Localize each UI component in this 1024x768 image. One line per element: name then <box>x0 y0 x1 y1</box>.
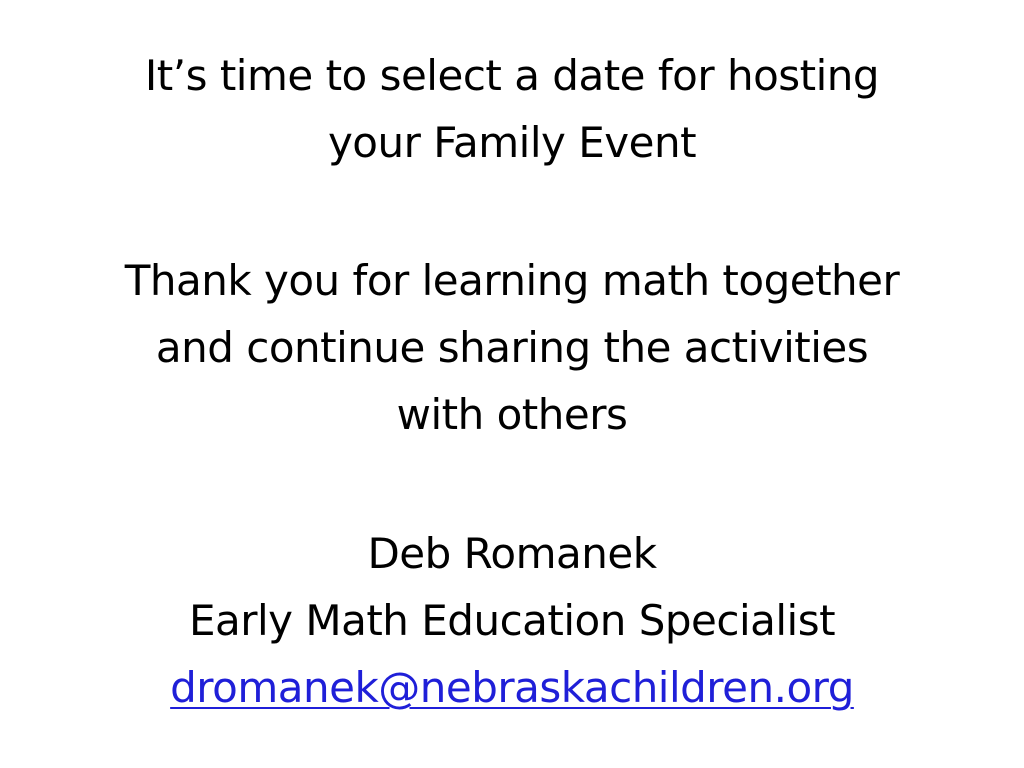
thank-you-line-2: and continue sharing the activities <box>155 323 869 372</box>
contact-email-line <box>0 654 1024 721</box>
title-line-1: It’s time to select a date for hosting <box>144 51 880 100</box>
thank-you-line-3: with others <box>396 390 628 439</box>
contact-name: Deb Romanek <box>367 529 657 578</box>
email-link[interactable]: dromanek@nebraskachildren.org <box>170 663 854 712</box>
contact-role: Early Math Education Specialist <box>188 596 836 645</box>
thank-you-message <box>0 247 1024 448</box>
title-line-2: your Family Event <box>327 118 697 167</box>
contact-info <box>0 520 1024 721</box>
thank-you-line-1: Thank you for learning math together <box>124 256 900 305</box>
title-block <box>0 42 1024 176</box>
